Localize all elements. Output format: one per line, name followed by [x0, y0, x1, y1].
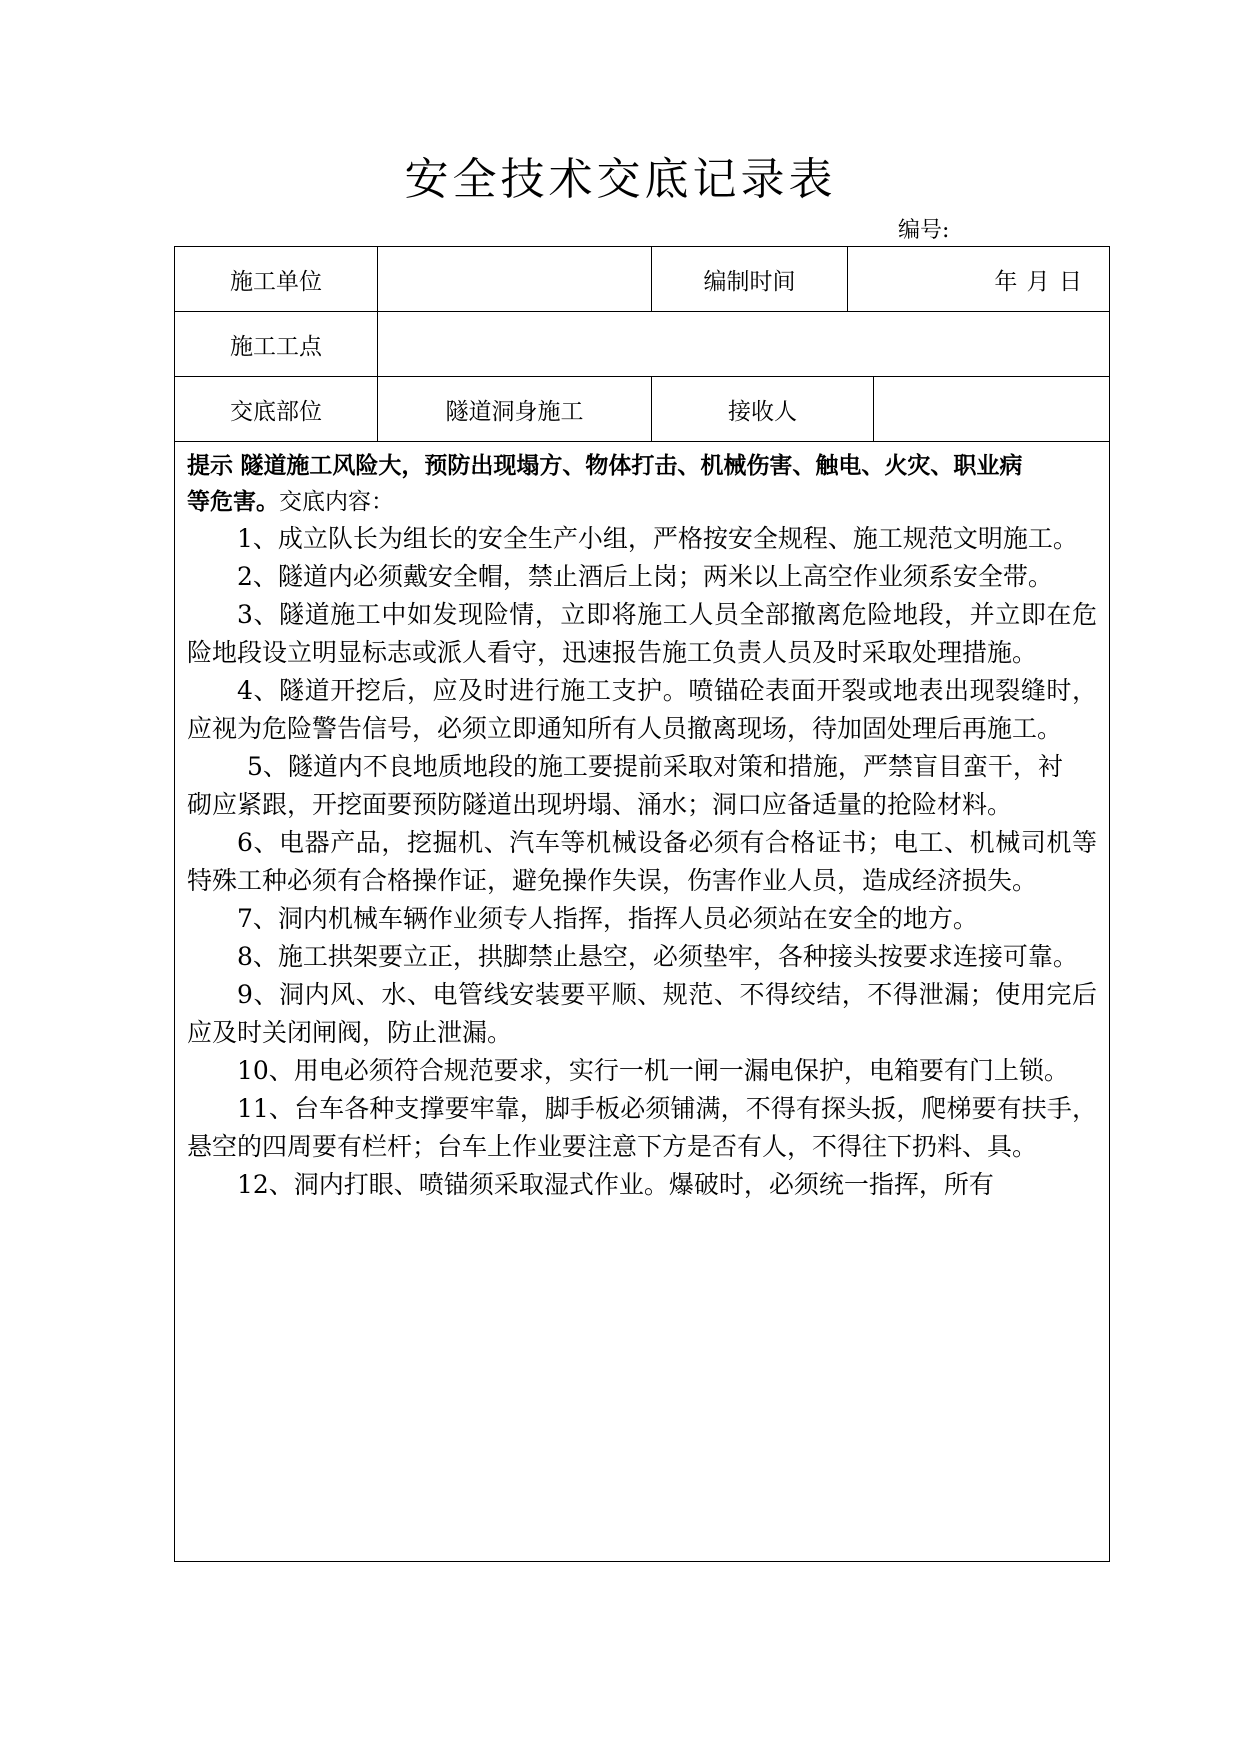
- table-row-part: [175, 377, 1110, 442]
- briefing-item: 5、隧道内不良地质地段的施工要提前采取对策和措施，严禁盲目蛮干，衬: [247, 752, 1063, 781]
- briefing-content-cell: [175, 442, 1110, 1562]
- page-title: 安全技术交底记录表: [404, 154, 837, 205]
- part-label: 交底部位: [175, 377, 378, 442]
- notice-prefix: 提示: [187, 452, 233, 479]
- table-row-content: [175, 442, 1110, 1562]
- briefing-item: 3、隧道施工中如发现险情，立即将施工人员全部撤离危险地段，并立即在危险地段设立明显标志或派人看守，迅速报告施工负责人员及时采取处理措施。: [187, 600, 1097, 667]
- document-number-label: 编号:: [898, 218, 950, 243]
- risk-notice: [187, 448, 1097, 484]
- notice-bold-text: 隧道施工风险大，预防出现塌方、物体打击、机械伤害、触电、火灾、职业病: [240, 452, 1023, 479]
- table-row-unit: [175, 247, 1110, 312]
- briefing-item: 2、隧道内必须戴安全帽，禁止酒后上岗；两米以上高空作业须系安全带。: [237, 562, 1053, 591]
- risk-notice-continued: [187, 484, 1097, 520]
- safety-briefing-table: [174, 246, 1110, 1562]
- briefing-item: 7、洞内机械车辆作业须专人指挥，指挥人员必须站在安全的地方。: [237, 904, 978, 933]
- briefing-item-continued: 砌应紧跟，开挖面要预防隧道出现坍塌、涌水；洞口应备适量的抢险材料。: [187, 790, 1013, 819]
- compile-time-field[interactable]: 年 月 日: [848, 247, 1110, 312]
- content-label: 交底内容：: [279, 489, 394, 515]
- site-field[interactable]: [378, 312, 1110, 377]
- briefing-item: 1、成立队长为组长的安全生产小组，严格按安全规程、施工规范文明施工。: [237, 524, 1078, 553]
- briefing-item: 8、施工拱架要立正，拱脚禁止悬空，必须垫牢，各种接头按要求连接可靠。: [237, 942, 1078, 971]
- part-field[interactable]: 隧道洞身施工: [378, 377, 652, 442]
- briefing-item: 10、用电必须符合规范要求，实行一机一闸一漏电保护，电箱要有门上锁。: [237, 1056, 1069, 1085]
- briefing-item: 6、电器产品，挖掘机、汽车等机械设备必须有合格证书；电工、机械司机等特殊工种必须有合格操作证，避免操作失误，伤害作业人员，造成经济损失。: [187, 828, 1097, 895]
- briefing-item: 12、洞内打眼、喷锚须采取湿式作业。爆破时，必须统一指挥，所有: [237, 1170, 994, 1199]
- briefing-item: 4、隧道开挖后，应及时进行施工支护。喷锚砼表面开裂或地表出现裂缝时，应视为危险警告信号，必须立即通知所有人员撤离现场，待加固处理后再施工。: [187, 676, 1097, 743]
- notice-bold-text-cont: 等危害。: [187, 488, 279, 515]
- site-label: 施工工点: [175, 312, 378, 377]
- table-row-site: [175, 312, 1110, 377]
- unit-label: 施工单位: [175, 247, 378, 312]
- receiver-label: 接收人: [652, 377, 874, 442]
- briefing-item: 11、台车各种支撑要牢靠，脚手板必须铺满，不得有探头扳，爬梯要有扶手，悬空的四周要有栏杆；台车上作业要注意下方是否有人，不得往下扔料、具。: [187, 1094, 1097, 1161]
- compile-time-label: 编制时间: [652, 247, 848, 312]
- unit-field[interactable]: [378, 247, 652, 312]
- briefing-item: 9、洞内风、水、电管线安装要平顺、规范、不得绞结，不得泄漏；使用完后应及时关闭闸阀，防止泄漏。: [187, 980, 1097, 1047]
- receiver-field[interactable]: [874, 377, 1110, 442]
